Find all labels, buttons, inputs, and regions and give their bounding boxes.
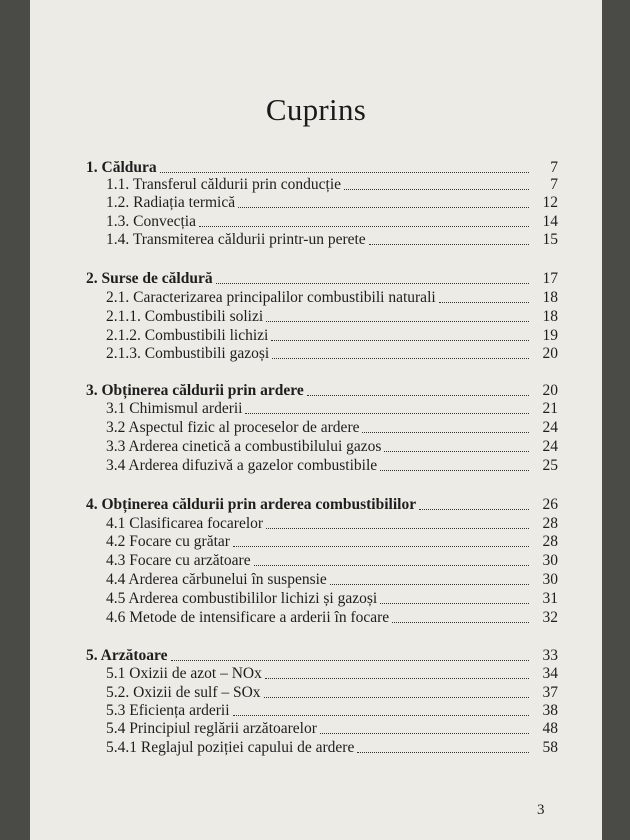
toc-section-row	[86, 682, 558, 702]
toc-entry-page: 21	[542, 400, 558, 417]
toc-entry-page: 7	[550, 159, 558, 176]
toc-entry-page: 18	[542, 289, 558, 306]
toc-entry-label: 4.6 Metode de intensificare a arderii în focare	[106, 609, 390, 626]
page-title: Cuprins	[265, 92, 367, 127]
toc-entry-page: 34	[542, 665, 558, 682]
toc-section-row	[86, 455, 558, 475]
toc-entry-page: 17	[542, 270, 558, 287]
toc-section-row	[86, 663, 558, 683]
toc-section-row	[86, 417, 558, 437]
toc-section-row	[86, 513, 558, 533]
toc-entry-page: 20	[542, 382, 558, 399]
page-number: 3	[537, 802, 545, 818]
toc-section-row	[86, 325, 558, 345]
toc-entry-label: 3.2 Aspectul fizic al proceselor de ardere	[106, 419, 360, 436]
toc-entry-page: 38	[542, 702, 558, 719]
dot-leader	[238, 207, 529, 208]
dot-leader	[266, 321, 529, 322]
toc-section-row	[86, 343, 558, 363]
toc-entry-page: 19	[542, 327, 558, 344]
toc-entry-label: 1.3. Convecția	[106, 213, 196, 230]
toc-section-row	[86, 398, 558, 418]
toc-entry-label: 5.3 Eficiența arderii	[106, 702, 230, 719]
dot-leader	[419, 509, 529, 510]
toc-entry-label: 4.3 Focare cu arzătoare	[106, 552, 251, 569]
toc-entry-label: 2. Surse de căldură	[86, 270, 213, 287]
toc-entry-label: 4.4 Arderea cărbunelui în suspensie	[106, 571, 327, 588]
dot-leader	[264, 697, 529, 698]
toc-section-row	[86, 737, 558, 757]
dot-leader	[380, 470, 529, 471]
toc-entry-label: 5.2. Oxizii de sulf – SOx	[106, 684, 261, 701]
toc-entry-label: 2.1.1. Combustibili solizi	[106, 308, 264, 325]
toc-entry-page: 58	[542, 739, 558, 756]
toc-chapter-row	[86, 494, 558, 514]
toc-section-row	[86, 436, 558, 456]
dot-leader	[216, 283, 529, 284]
toc-section-row	[86, 192, 558, 212]
toc-entry-label: 3.1 Chimismul arderii	[106, 400, 243, 417]
toc-entry-label: 3.4 Arderea difuzivă a gazelor combustibile	[106, 457, 378, 474]
toc-entry-label: 1.4. Transmiterea căldurii printr-un perete	[106, 231, 366, 248]
dot-leader	[357, 752, 529, 753]
toc-entry-page: 18	[542, 308, 558, 325]
dot-leader	[392, 622, 529, 623]
toc-entry-page: 15	[542, 231, 558, 248]
toc-entry-page: 12	[542, 194, 558, 211]
toc-entry-page: 14	[542, 213, 558, 230]
toc-entry-label: 2.1. Caracterizarea principalilor combustibili naturali	[106, 289, 436, 306]
toc-chapter-row	[86, 645, 558, 665]
toc-chapter-row	[86, 268, 558, 288]
toc-entry-page: 26	[542, 496, 558, 513]
toc-chapter-row	[86, 380, 558, 400]
dot-leader	[307, 395, 529, 396]
toc-entry-page: 48	[542, 720, 558, 737]
toc-entry-page: 25	[542, 457, 558, 474]
dot-leader	[369, 244, 529, 245]
toc-section-row	[86, 174, 558, 194]
dot-leader	[362, 432, 529, 433]
toc-entry-label: 4.2 Focare cu grătar	[106, 533, 230, 550]
book-page	[30, 0, 602, 840]
toc-section-row	[86, 718, 558, 738]
toc-entry-label: 4.1 Clasificarea focarelor	[106, 515, 264, 532]
toc-section-row	[86, 287, 558, 307]
toc-entry-label: 4.5 Arderea combustibililor lichizi și gazoși	[106, 590, 378, 607]
dot-leader	[160, 172, 529, 173]
toc-entry-page: 7	[550, 176, 558, 193]
dot-leader	[344, 189, 529, 190]
dot-leader	[171, 660, 530, 661]
dot-leader	[272, 358, 529, 359]
toc-entry-label: 2.1.3. Combustibili gazoși	[106, 345, 270, 362]
toc-entry-page: 20	[542, 345, 558, 362]
toc-section-row	[86, 700, 558, 720]
dot-leader	[320, 733, 529, 734]
toc-entry-page: 30	[542, 571, 558, 588]
toc-section-row	[86, 588, 558, 608]
dot-leader	[330, 584, 529, 585]
toc-section-row	[86, 211, 558, 231]
dot-leader	[439, 302, 529, 303]
dot-leader	[265, 678, 529, 679]
toc-entry-label: 5.4 Principiul reglării arzătoarelor	[106, 720, 317, 737]
toc-entry-page: 32	[542, 609, 558, 626]
toc-entry-label: 5. Arzătoare	[86, 647, 168, 664]
toc-entry-label: 3. Obținerea căldurii prin ardere	[86, 382, 304, 399]
toc-entry-label: 5.1 Oxizii de azot – NOx	[106, 665, 262, 682]
toc-section-row	[86, 607, 558, 627]
toc-entry-page: 33	[542, 647, 558, 664]
toc-entry-label: 5.4.1 Reglajul poziției capului de ardere	[106, 739, 355, 756]
dot-leader	[266, 528, 529, 529]
toc-section-row	[86, 531, 558, 551]
toc-entry-label: 2.1.2. Combustibili lichizi	[106, 327, 269, 344]
toc-entry-page: 28	[542, 533, 558, 550]
toc-section-row	[86, 306, 558, 326]
toc-section-row	[86, 550, 558, 570]
toc-entry-label: 3.3 Arderea cinetică a combustibilului gazos	[106, 438, 382, 455]
dot-leader	[233, 546, 529, 547]
toc-entry-label: 1.2. Radiația termică	[106, 194, 236, 211]
dot-leader	[233, 715, 529, 716]
toc-entry-page: 31	[542, 590, 558, 607]
toc-entry-page: 28	[542, 515, 558, 532]
toc-entry-label: 4. Obținerea căldurii prin arderea combustibililor	[86, 496, 417, 513]
toc-entry-page: 30	[542, 552, 558, 569]
toc-section-row	[86, 229, 558, 249]
dot-leader	[271, 340, 529, 341]
toc-entry-page: 37	[542, 684, 558, 701]
dot-leader	[254, 565, 529, 566]
dot-leader	[245, 413, 529, 414]
dot-leader	[380, 603, 529, 604]
dot-leader	[384, 451, 529, 452]
toc-entry-label: 1. Căldura	[86, 159, 157, 176]
toc-section-row	[86, 569, 558, 589]
toc-entry-page: 24	[542, 419, 558, 436]
toc-entry-page: 24	[542, 438, 558, 455]
dot-leader	[199, 226, 529, 227]
toc-entry-label: 1.1. Transferul căldurii prin conducție	[106, 176, 342, 193]
